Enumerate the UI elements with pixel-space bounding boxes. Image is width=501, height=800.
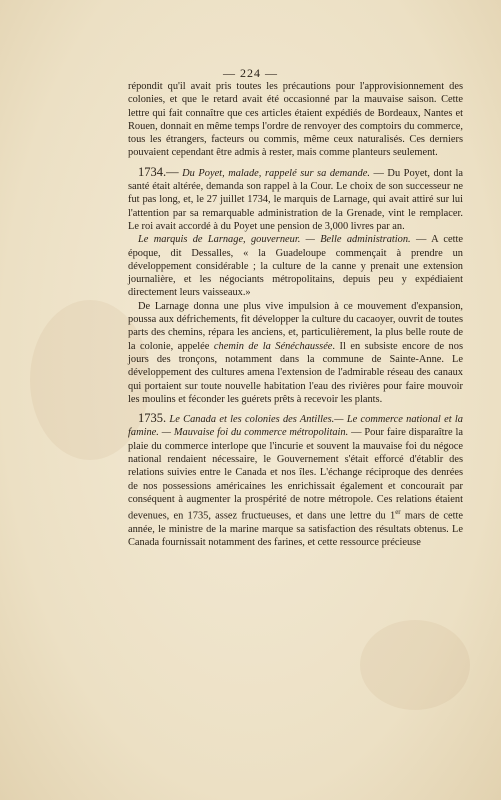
section-heading: Le marquis de Larnage, gouverneur. — Belle administration. <box>138 234 411 246</box>
paragraph-1 <box>128 80 463 160</box>
paragraph-text: — Du Poyet, dont la santé était altérée, demanda son rappel à la Cour. Le choix de son successeur ne fut pas long, et, le 27 juillet 1734, le marquis de Larnage, qui avait attiré sur lui l'attention par sa remarquable administration de la Grenade, vint le remplacer. Le roi avait accordé à du Poyet une pension de 3,000 livres par an. <box>128 167 464 232</box>
year-heading: 1735. <box>138 411 167 426</box>
superscript: er <box>395 508 401 517</box>
year-heading: 1734.— <box>138 164 179 179</box>
text-body <box>128 80 463 550</box>
paragraph-4 <box>128 300 463 406</box>
paragraph-text: — Pour faire disparaître la plaie du commerce interlope que l'incurie et souvent la mauvaise foi du négoce national rendaient nécessaire, le Gouvernement s'était efforcé d'établir des relations suivies entre le Canada et nos îles. L'échange réciproque des denrées de nos possessions américaines les enrichissait également et concourait par conséquent à augmenter la prospérité de notre métropole. Ces relations étaient devenues, en 1735, assez fructueuses, et dans une lettre du 1 <box>128 427 463 522</box>
paper-stain <box>360 620 470 710</box>
paragraph-text: répondit qu'il avait pris toutes les précautions pour l'approvisionnement des colonies, et que le retard avait été occasionné par la mauvaise saison. Cette lettre qui fait connaître que ces articles étaient expédiés de Bordeaux, Nantes et Rouen, donnait en même temps l'ordre de renvoyer des comptoirs du commerce, tous les étrangers, facteurs ou commis, même ceux naturalisés. Ces derniers pouvaient cependant être admis à rester, mais comme planteurs seulement. <box>128 81 463 159</box>
paragraph-2 <box>128 166 463 233</box>
paragraph-text: De Larnage donna une plus vive impulsion à ce mouvement d'expansion, poussa aux défrichements, fit développer la culture du cacaoyer, ouvrit de toutes parts des chemins, répara les anciens, et, particulièrement, la plus belle route de la colonie, appelée <box>128 300 463 352</box>
section-heading: Le Canada et les colonies des Antilles.— Le commerce national et la famine. — Mauvaise foi du commerce métropolitain. <box>128 414 463 439</box>
paragraph-text: . Il en subsiste encore de nos jours des tronçons, notamment dans la commune de Sainte-Anne. Le développement des cultures amena l'extension de l'admirable réseau des canaux qui portaient sur toute nouvelle habitation l'eau des rivières pour faire mouvoir les moulins et féconder les guérets prêts à recevoir les plants. <box>128 340 463 405</box>
paragraph-3 <box>128 233 463 299</box>
page-number: — 224 — <box>223 66 278 80</box>
section-heading: Du Poyet, malade, rappelé sur sa demande. <box>178 167 370 179</box>
paragraph-text: — A cette époque, dit Dessalles, « la Guadeloupe commençait à prendre un développement considérable ; la culture de la canne y prenait une extension journalière, et les négociants métropolitains, depuis peu y expédiaient directement leurs vaisseaux.» <box>128 234 463 299</box>
emphasis-text: chemin de la Sénéchaussée <box>213 340 333 352</box>
paragraph-text: mars de cette année, le ministre de la marine marque sa satisfaction des résultats obtenus. Le Canada fournissait notamment des farines, et cette ressource précieuse <box>128 510 463 549</box>
paragraph-5 <box>128 412 463 549</box>
